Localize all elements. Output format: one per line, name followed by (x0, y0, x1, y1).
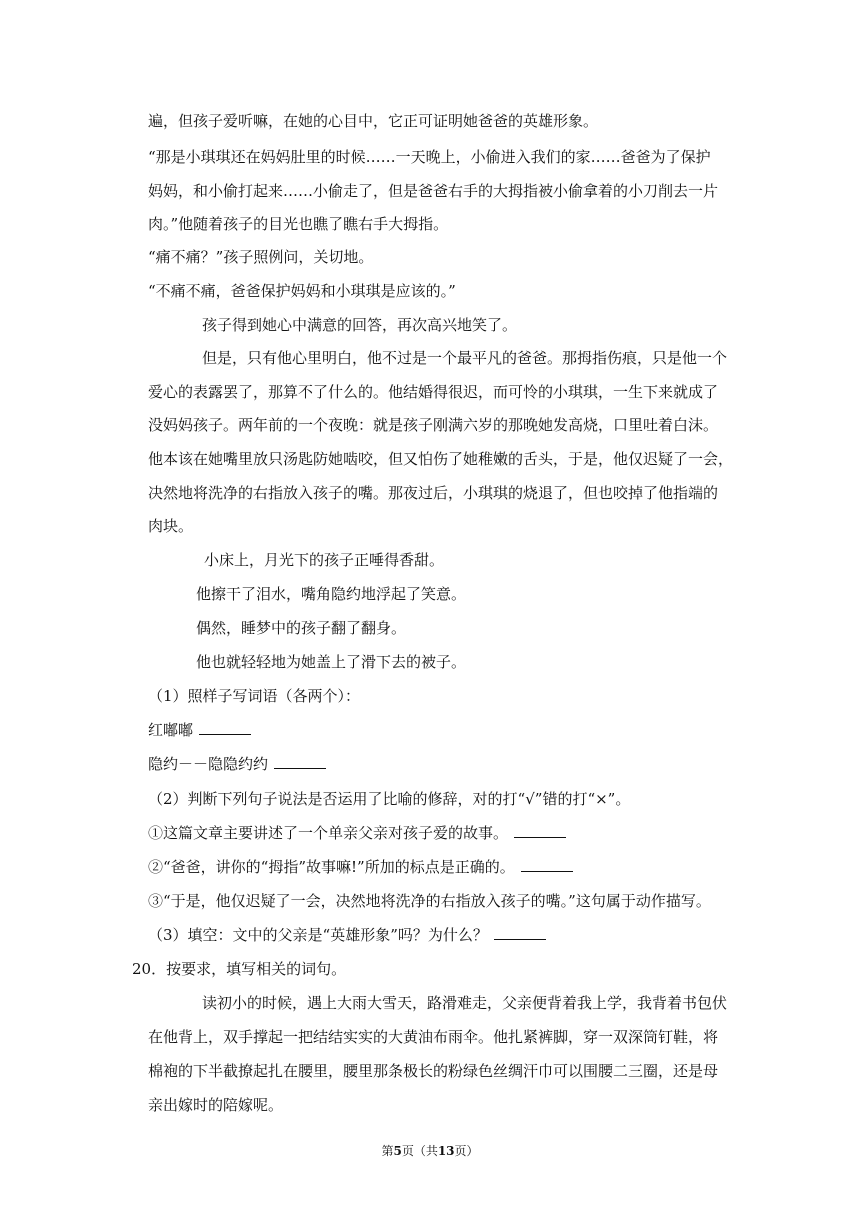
question-1: （1）照样子写词语（各两个）： (148, 687, 361, 705)
story-paragraph-2-line-1: “那是小琪琪还在妈妈肚里的时候……一天晚上，小偷进入我们的家……爸爸为了保护 (148, 148, 711, 166)
story-paragraph-2-line-2: 妈妈，和小偷打起来……小偷走了，但是爸爸右手的大拇指被小偷拿着的小刀削去一片 (148, 182, 719, 200)
question-2-item-2 (148, 857, 573, 877)
question-2: （2）判断下列句子说法是否运用了比喻的修辞，对的打“√”错的打“×”。 (148, 790, 631, 808)
story-paragraph-6-line-3: 没妈妈孩子。两年前的一个夜晚：就是孩子刚满六岁的那晚她发高烧，口里吐着白沫。 (148, 416, 719, 434)
footer-prefix: 第 (381, 1144, 394, 1158)
question-1-example-a-text: 红嘟嘟 (148, 721, 194, 739)
story-paragraph-6-line-1: 但是，只有他心里明白，他不过是一个最平凡的爸爸。那拇指伤痕，只是他一个 (202, 349, 728, 367)
question-1-example-b (148, 754, 326, 774)
story-paragraph-10: 他也就轻轻地为她盖上了滑下去的被子。 (196, 653, 467, 671)
story-paragraph-7: 小床上，月光下的孩子正唾得香甜。 (204, 551, 445, 569)
answer-blank-1b[interactable] (274, 754, 326, 769)
footer-page-number: 5 (393, 1144, 402, 1158)
story-paragraph-9: 偶然，睡梦中的孩子翻了翻身。 (196, 619, 407, 637)
story-paragraph-6-line-4: 他本该在她嘴里放只汤匙防她啮咬，但又怕伤了她稚嫩的舌头，于是，他仅迟疑了一会， (148, 450, 734, 468)
answer-blank-3[interactable] (494, 925, 546, 940)
section-20-heading: 20．按要求，填写相关的词句。 (132, 960, 347, 978)
answer-blank-1a[interactable] (199, 720, 251, 735)
story-paragraph-6-line-6: 肉块。 (148, 517, 194, 535)
story-paragraph-6-line-5: 决然地将洗净的右指放入孩子的嘴。那夜过后，小琪琪的烧退了，但也咬掉了他指端的 (148, 484, 719, 502)
answer-blank-2-1[interactable] (514, 823, 566, 838)
story-paragraph-1: 遍，但孩子爱听嘛，在她的心目中，它正可证明她爸爸的英雄形象。 (148, 112, 599, 130)
story-paragraph-6-line-2: 爱心的表露罢了，那算不了什么的。他结婚得很迟，而可怜的小琪琪，一生下来就成了 (148, 383, 719, 401)
question-3 (148, 925, 546, 945)
question-2-item-1 (148, 823, 566, 843)
footer-middle: 页（共 (401, 1144, 438, 1158)
story-paragraph-8: 他擦干了泪水，嘴角隐约地浮起了笑意。 (196, 585, 467, 603)
question-2-item-2-text: ②“爸爸，讲你的“拇指”故事嘛!”所加的标点是正确的。 (148, 858, 515, 876)
story-paragraph-2-line-3: 肉。”他随着孩子的目光也瞧了瞧右手大拇指。 (148, 215, 449, 233)
question-1-example-b-text: 隐约－－隐隐约约 (148, 755, 269, 773)
section-20-line-4: 亲出嫁时的陪嫁呢。 (148, 1096, 284, 1114)
question-1-example-a (148, 720, 251, 740)
footer-total-pages: 13 (437, 1144, 455, 1158)
story-paragraph-4: “不痛不痛，爸爸保护妈妈和小琪琪是应该的。” (148, 282, 456, 300)
section-20-line-1: 读初小的时候，遇上大雨大雪天，路滑难走，父亲便背着我上学，我背着书包伏 (202, 994, 728, 1012)
section-20-line-3: 棉袍的下半截撩起扎在腰里，腰里那条极长的粉绿色丝绸汗巾可以围腰二三圈，还是母 (148, 1062, 719, 1080)
question-2-item-3: ③“于是，他仅迟疑了一会，决然地将洗净的右指放入孩子的嘴。”这句属于动作描写。 (148, 892, 711, 910)
page-footer (0, 1143, 860, 1159)
footer-suffix: 页） (454, 1144, 479, 1158)
answer-blank-2-2[interactable] (521, 857, 573, 872)
section-20-line-2: 在他背上，双手撑起一把结结实实的大黄油布雨伞。他扎紧裤脚，穿一双深筒钉鞋，将 (148, 1028, 719, 1046)
story-paragraph-5: 孩子得到她心中满意的回答，再次高兴地笑了。 (202, 316, 518, 334)
question-3-text: （3）填空：文中的父亲是“英雄形象”吗？为什么？ (148, 926, 488, 944)
question-2-item-1-text: ①这篇文章主要讲述了一个单亲父亲对孩子爱的故事。 (148, 824, 509, 842)
story-paragraph-3: “痛不痛？”孩子照例问，关切地。 (148, 248, 374, 266)
